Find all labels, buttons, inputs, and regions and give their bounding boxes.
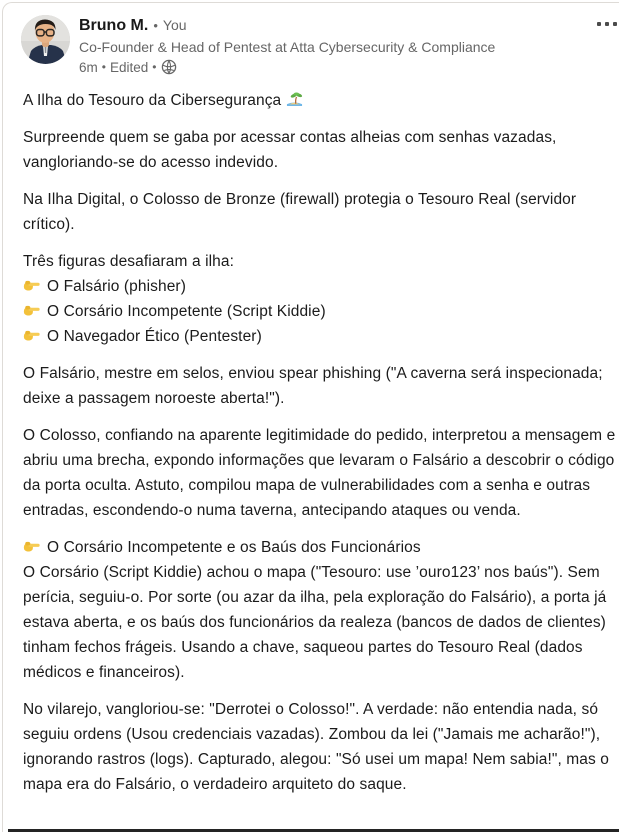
name-separator: • xyxy=(153,18,158,33)
meta-separator: • xyxy=(101,60,106,74)
avatar-image xyxy=(21,15,70,64)
post-section xyxy=(23,535,619,685)
post-paragraph: Surpreende quem se gaba por acessar contas alheias com senhas vazadas, vangloriando-se do acesso indevido. xyxy=(23,129,557,171)
post-list xyxy=(23,249,619,349)
post-menu-button[interactable] xyxy=(590,11,619,37)
author-identity xyxy=(79,15,495,75)
post-text xyxy=(3,88,619,797)
post-card xyxy=(2,2,619,832)
pointing-finger-icon xyxy=(23,278,41,293)
author-headline: Co-Founder & Head of Pentest at Atta Cybersecurity & Compliance xyxy=(79,39,496,55)
author-name[interactable]: Bruno M. xyxy=(79,17,149,34)
list-item: O Navegador Ético (Pentester) xyxy=(23,324,619,349)
list-item: O Corsário Incompetente (Script Kiddie) xyxy=(23,299,619,324)
section-body: O Corsário (Script Kiddie) achou o mapa ("Tesouro: use ’ouro123’ nos baús"). Sem perícia, seguiu-o. Por sorte (ou azar da ilha, pela exploração do Falsário), a porta já estava aberta, e os baús dos funcionários da realeza (bancos de dados de clientes) tinham fechos frágeis. Usando a chave, saqueou partes do Tesouro Real (dados médicos e financeiros). xyxy=(23,564,607,681)
post-title: A Ilha do Tesouro da Cibersegurança xyxy=(23,92,282,109)
post-meta xyxy=(79,59,495,75)
post-title-line xyxy=(23,88,619,113)
pointing-finger-icon xyxy=(23,328,41,343)
pointing-finger-icon xyxy=(23,539,41,554)
pointing-finger-icon xyxy=(23,303,41,318)
edited-label: Edited xyxy=(109,59,149,75)
post-paragraph: No vilarejo, vangloriou-se: "Derrotei o Colosso!". A verdade: não entendia nada, só seguiu ordens (Usou credenciais vazadas). Zombou da lei ("Jamais me acharão!"), ignorando rastros (logs). Capturado, alegou: "Só usei um mapa! Nem sabia!", mas o mapa era do Falsário, o verdadeiro arquiteto do saque. xyxy=(23,701,610,793)
post-paragraph: Na Ilha Digital, o Colosso de Bronze (firewall) protegia o Tesouro Real (servidor crítico). xyxy=(23,191,577,233)
desert-island-icon xyxy=(286,90,303,107)
meta-separator: • xyxy=(152,60,157,74)
globe-icon xyxy=(161,59,177,75)
post-paragraph: O Colosso, confiando na aparente legitimidade do pedido, interpretou a mensagem e abriu uma brecha, expondo informações que levaram o Falsário a descobrir o código da porta oculta. Astuto, compilou mapa de vulnerabilidades com a senha e outras entradas, escondendo-o numa taverna, antecipando ataques ou venda. xyxy=(23,427,616,519)
ellipsis-icon xyxy=(597,22,617,26)
post-paragraph: O Falsário, mestre em selos, enviou spear phishing ("A caverna será inspecionada; deixe a passagem noroeste aberta!"). xyxy=(23,365,603,407)
avatar[interactable] xyxy=(21,15,70,64)
post-header xyxy=(3,3,619,75)
list-item: O Falsário (phisher) xyxy=(23,274,619,299)
list-intro: Três figuras desafiaram a ilha: xyxy=(23,253,235,270)
post-time: 6m xyxy=(79,59,98,75)
section-header: O Corsário Incompetente e os Baús dos Funcionários xyxy=(23,535,619,560)
you-badge: You xyxy=(162,17,187,33)
